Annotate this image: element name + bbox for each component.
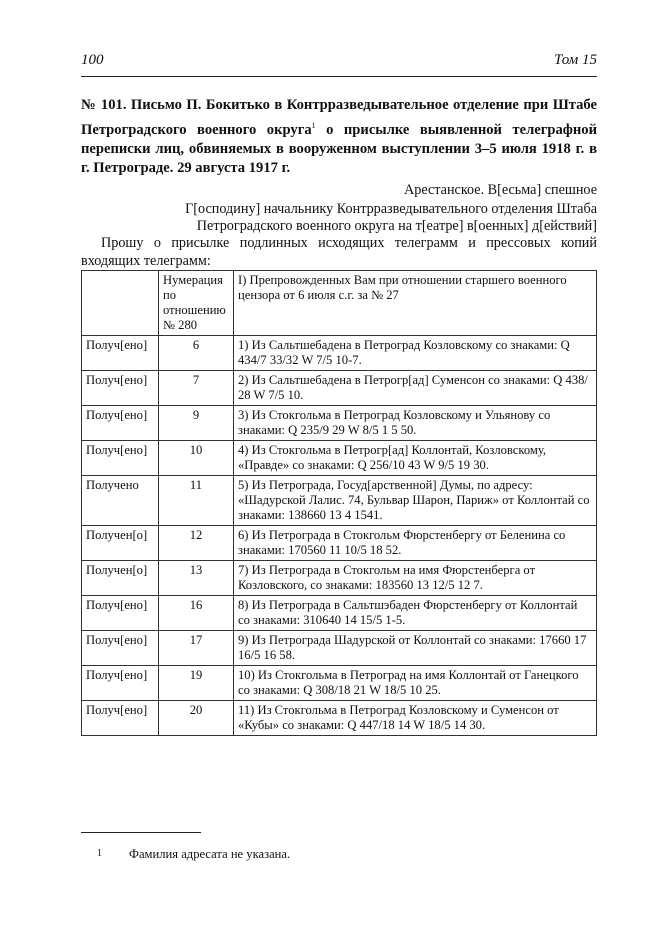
content-cell: 10) Из Стокгольма в Петроград на имя Коллонтай от Ганецкого со знаками: Q 308/18 21 W 18/5 10 25.: [234, 666, 597, 701]
address-line-3: Петроградского военного округа на т[еатре] в[оенных] д[ействий]: [196, 218, 597, 234]
status-cell: Получ[ено]: [82, 666, 159, 701]
status-cell: Получ[ено]: [82, 631, 159, 666]
table-header-row: [82, 271, 597, 336]
status-cell: Получ[ено]: [82, 441, 159, 476]
status-cell: Получен[о]: [82, 561, 159, 596]
number-cell: 9: [159, 406, 234, 441]
header-rule: [81, 76, 597, 77]
content-cell: 4) Из Стокгольма в Петрогр[ад] Коллонтай, Козловскому, «Правде» со знаками: Q 256/10 43 W 9/5 19 30.: [234, 441, 597, 476]
content-cell: 9) Из Петрограда Шадурской от Коллонтай со знаками: 17660 17 16/5 16 58.: [234, 631, 597, 666]
footnote-rule: [81, 832, 201, 833]
address-line-2: Г[осподину] начальнику Контрразведывательного отделения Штаба: [185, 201, 597, 217]
status-cell: Получ[ено]: [82, 701, 159, 736]
table-row: [82, 631, 597, 666]
content-cell: 8) Из Петрограда в Сальтшэбаден Фюрстенбергу от Коллонтай со знаками: 310640 14 15/5 1-5.: [234, 596, 597, 631]
address-line-1: Арестанское. В[есьма] спешное: [403, 182, 597, 198]
content-cell: 6) Из Петрограда в Стокгольм Фюрстенбергу от Беленина со знаками: 170560 11 10/5 18 52.: [234, 526, 597, 561]
footnote: [81, 846, 597, 862]
content-cell: 1) Из Сальтшебадена в Петроград Козловскому со знаками: Q 434/7 33/32 W 7/5 10-7.: [234, 336, 597, 371]
table-row: [82, 476, 597, 526]
number-cell: 10: [159, 441, 234, 476]
number-cell: 7: [159, 371, 234, 406]
number-cell: 12: [159, 526, 234, 561]
telegram-table: [81, 270, 597, 736]
intro-paragraph: Прошу о присылке подлинных исходящих телеграмм и прессовых копий входящих телеграмм:: [81, 235, 597, 269]
running-header: [81, 52, 597, 74]
footnote-text: Фамилия адресата не указана.: [129, 847, 291, 861]
header-cell-content: I) Препровожденных Вам при отношении старшего военного цензора от 6 июля с.г. за № 27: [234, 271, 597, 336]
table-row: [82, 441, 597, 476]
number-cell: 11: [159, 476, 234, 526]
content-cell: 2) Из Сальтшебадена в Петрогр[ад] Суменсон со знаками: Q 438/ 28 W 7/5 10.: [234, 371, 597, 406]
content-cell: 5) Из Петрограда, Госуд[арственной] Думы, по адресу: «Шадурской Лалис. 74, Бульвар Шарон, Париж» от Коллонтай со знаками: 138660 13 4 1541.: [234, 476, 597, 526]
content-cell: 3) Из Стокгольма в Петроград Козловскому и Ульянову со знаками: Q 235/9 29 W 8/5 1 5 50.: [234, 406, 597, 441]
title-footnote-mark: 1: [311, 120, 316, 130]
table-row: [82, 406, 597, 441]
content-cell: 11) Из Стокгольма в Петроград Козловскому и Суменсон от «Кубы» со знаками: Q 447/18 14 W 18/5 14 30.: [234, 701, 597, 736]
status-cell: Получ[ено]: [82, 336, 159, 371]
status-cell: Получ[ено]: [82, 371, 159, 406]
number-cell: 13: [159, 561, 234, 596]
table-row: [82, 336, 597, 371]
title-text-continued: о присылке выявленной телеграфной переписки лиц, обвиняемых в вооруженном выступлении 3–5 июля 1918 г. в г. Петрограде. 29 августа 1917 г.: [81, 121, 597, 177]
table-row: [82, 666, 597, 701]
table-row: [82, 701, 597, 736]
title-text: № 101. Письмо П. Бокитько в Контрразведывательное отделение при Штабе Петроградского военного округа: [81, 97, 597, 138]
header-cell-number: Нумерация по отношению № 280: [159, 271, 234, 336]
number-cell: 20: [159, 701, 234, 736]
content-cell: 7) Из Петрограда в Стокгольм на имя Фюрстенберга от Козловского, со знаками: 183560 13 12/5 12 7.: [234, 561, 597, 596]
header-cell-status: [82, 271, 159, 336]
footnote-mark: 1: [97, 848, 102, 859]
document-title: [81, 96, 597, 179]
number-cell: 19: [159, 666, 234, 701]
table-row: [82, 561, 597, 596]
status-cell: Получено: [82, 476, 159, 526]
number-cell: 17: [159, 631, 234, 666]
page-number: 100: [81, 52, 104, 68]
status-cell: Получен[о]: [82, 526, 159, 561]
number-cell: 16: [159, 596, 234, 631]
number-cell: 6: [159, 336, 234, 371]
table-row: [82, 371, 597, 406]
status-cell: Получ[ено]: [82, 596, 159, 631]
volume-label: Том 15: [553, 52, 597, 68]
status-cell: Получ[ено]: [82, 406, 159, 441]
table-row: [82, 526, 597, 561]
table-row: [82, 596, 597, 631]
